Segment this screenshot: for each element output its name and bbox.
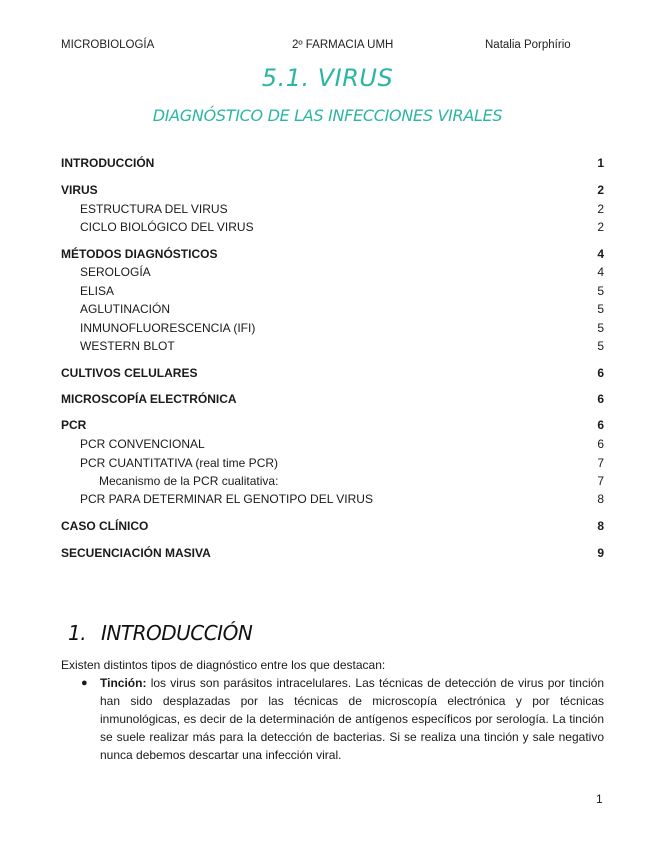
toc-label: SEROLOGÍA: [80, 265, 151, 279]
section-number: 1.: [68, 621, 87, 645]
toc-label: PCR CONVENCIONAL: [80, 437, 205, 451]
intro-paragraph: Existen distintos tipos de diagnóstico entre los que destacan:: [61, 658, 386, 672]
toc-label: AGLUTINACIÓN: [80, 302, 171, 316]
bullet-icon: ●: [81, 677, 88, 689]
toc-label: WESTERN BLOT: [80, 339, 175, 353]
toc-page: 4: [597, 247, 604, 261]
toc-page: 8: [597, 519, 604, 533]
toc-label: CICLO BIOLÓGICO DEL VIRUS: [80, 220, 254, 234]
toc-label: SECUENCIACIÓN MASIVA: [61, 546, 211, 560]
toc-page: 2: [597, 202, 604, 216]
section-title: INTRODUCCIÓN: [101, 621, 253, 645]
toc-label: ESTRUCTURA DEL VIRUS: [80, 202, 228, 216]
toc-label: VIRUS: [61, 183, 98, 197]
bullet-term: Tinción:: [100, 676, 147, 690]
header-author: Natalia Porphírio: [485, 39, 571, 51]
bullet-item: [61, 674, 604, 764]
toc-page: 8: [597, 492, 604, 506]
toc-page: 5: [597, 284, 604, 298]
page-number: 1: [596, 792, 603, 806]
toc-page: 9: [597, 546, 604, 560]
header-degree: 2º FARMACIA UMH: [292, 39, 394, 51]
bullet-body: los virus son parásitos intracelulares. Las técnicas de detección de virus por tinción han sido desplazadas por las técnicas de microscopía electrónica y por técnicas inmunológicas, es decir de la determinación de antígenos específicos por serología. La tinción se suele realizar más para la detección de bacterias. Si se realiza una tinción y sale negativo nunca debemos descartar una infección viral.: [100, 676, 604, 762]
toc-page: 5: [597, 321, 604, 335]
toc-label: INTRODUCCIÓN: [61, 156, 155, 170]
toc-label: MICROSCOPÍA ELECTRÓNICA: [61, 392, 237, 406]
toc-label: PCR CUANTITATIVA (real time PCR): [80, 456, 279, 470]
document-subtitle: DIAGNÓSTICO DE LAS INFECCIONES VIRALES: [152, 106, 503, 125]
toc-page: 1: [597, 156, 604, 170]
header-course: MICROBIOLOGÍA: [61, 39, 155, 51]
toc-label: ELISA: [80, 284, 115, 298]
toc-page: 7: [597, 474, 604, 488]
toc-page: 6: [597, 418, 604, 432]
toc-page: 2: [597, 220, 604, 234]
toc-page: 5: [597, 339, 604, 353]
toc-label: INMUNOFLUORESCENCIA (IFI): [80, 321, 256, 335]
toc-page: 6: [597, 392, 604, 406]
section-heading: [68, 621, 252, 645]
toc-label: CASO CLÍNICO: [61, 519, 149, 533]
document-title: 5.1. VIRUS: [261, 64, 394, 92]
toc-label: Mecanismo de la PCR cualitativa:: [99, 474, 279, 488]
toc-label: MÉTODOS DIAGNÓSTICOS: [61, 247, 218, 261]
bullet-text: [100, 674, 604, 764]
toc-page: 7: [597, 456, 604, 470]
toc-label: PCR PARA DETERMINAR EL GENOTIPO DEL VIRUS: [80, 492, 373, 506]
toc-page: 5: [597, 302, 604, 316]
toc-page: 6: [597, 437, 604, 451]
toc-page: 6: [597, 366, 604, 380]
toc-label: PCR: [61, 418, 87, 432]
toc-page: 2: [597, 183, 604, 197]
toc-label: CULTIVOS CELULARES: [61, 366, 198, 380]
toc-page: 4: [597, 265, 604, 279]
